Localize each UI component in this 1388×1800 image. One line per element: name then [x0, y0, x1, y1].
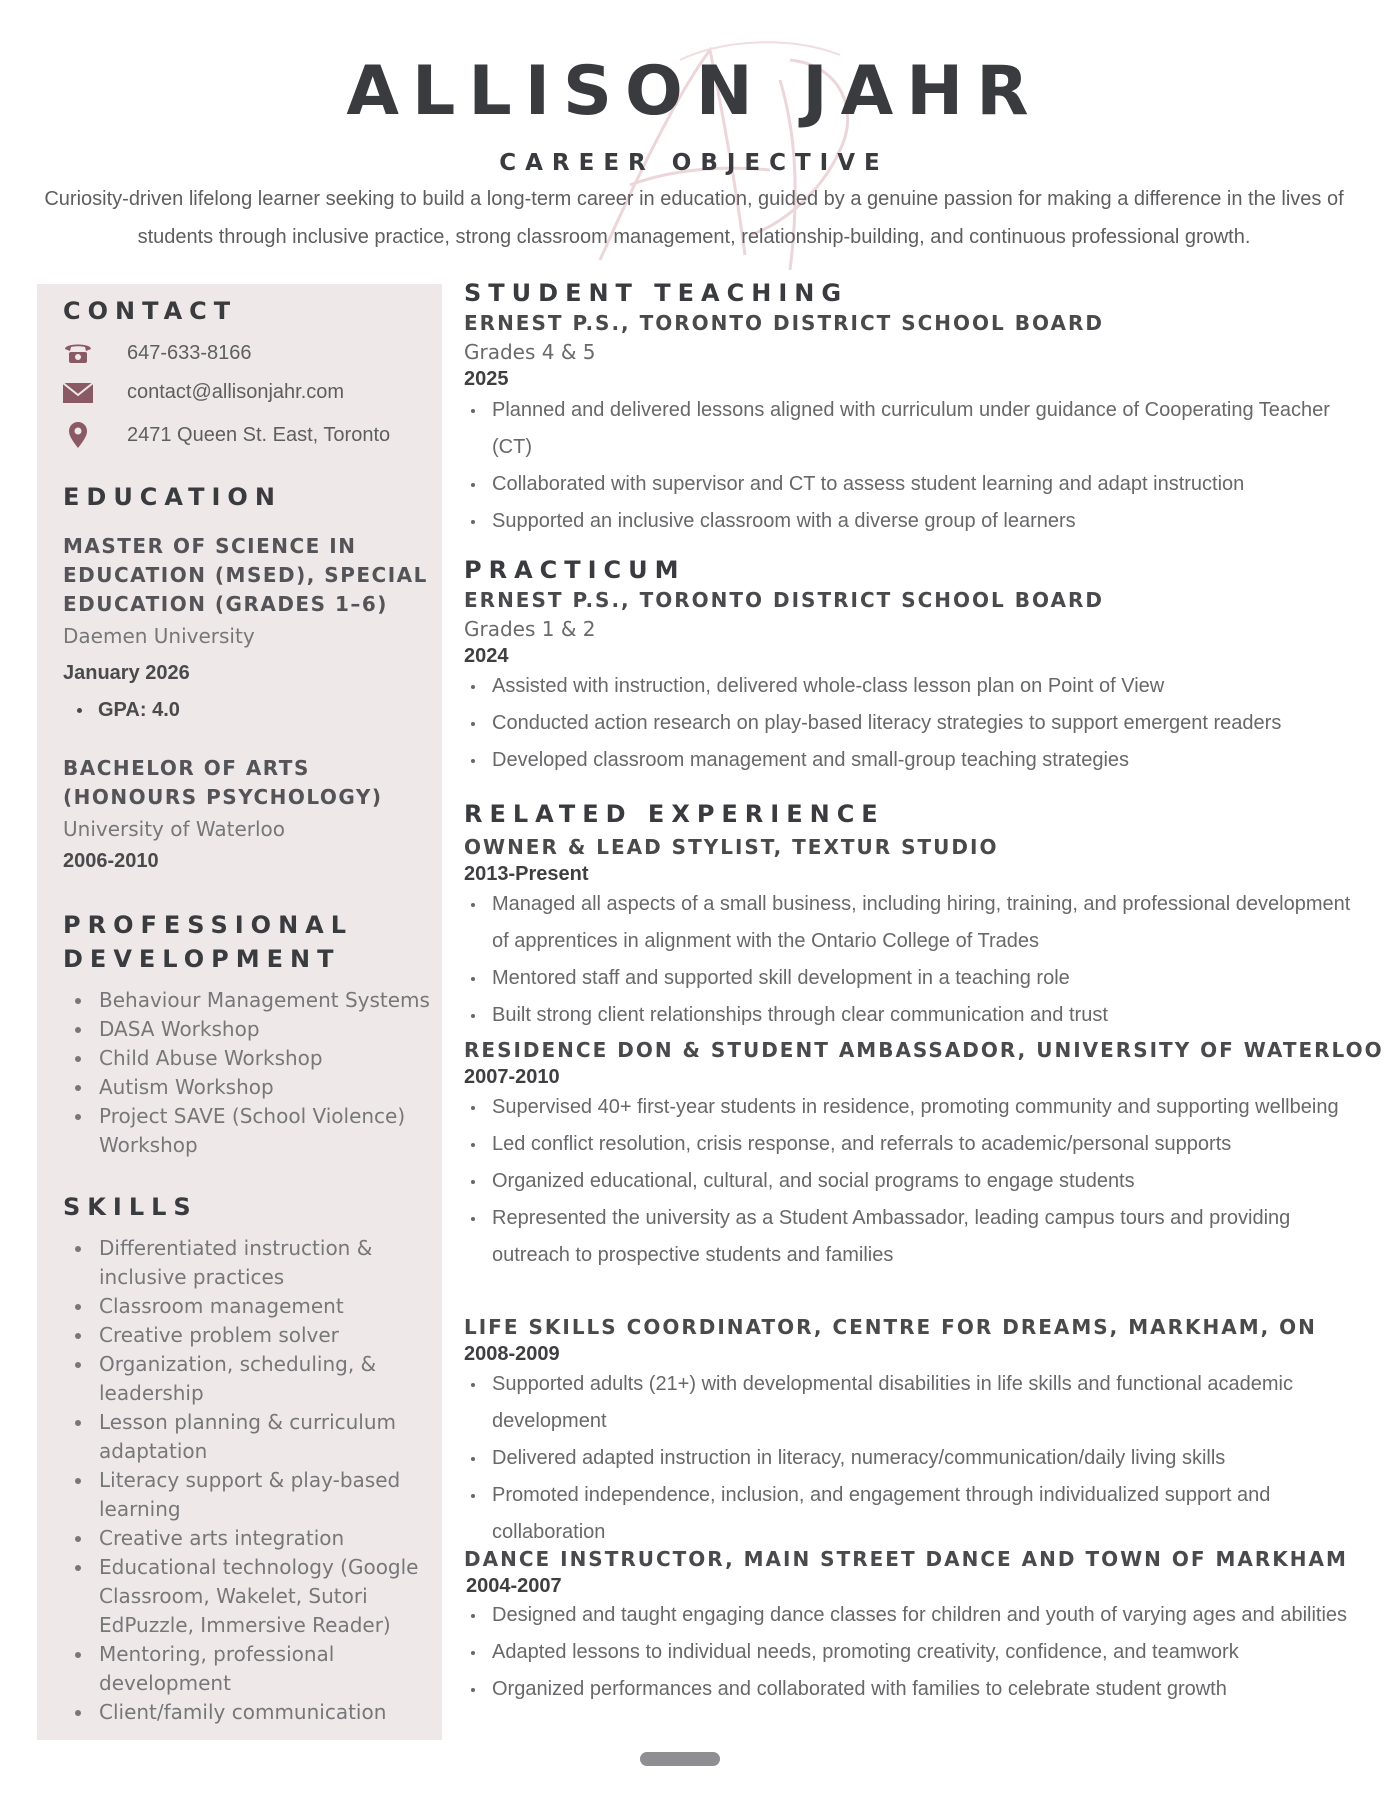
job-years-3: 2008-2009 — [464, 1343, 560, 1365]
scrollbar-handle[interactable] — [640, 1752, 720, 1766]
list-item: Supervised 40+ first-year students in residence, promoting community and supporting wellbeing — [464, 1089, 1364, 1126]
list-item: DASA Workshop — [63, 1015, 438, 1044]
list-item: Organization, scheduling, & leadership — [63, 1350, 438, 1408]
career-objective-heading: CAREER OBJECTIVE — [499, 150, 889, 176]
student-teaching-bullets — [464, 392, 1364, 540]
education-heading: EDUCATION — [63, 483, 282, 511]
student-teaching-grades: Grades 4 & 5 — [464, 340, 596, 364]
student-teaching-heading: STUDENT TEACHING — [464, 279, 849, 307]
list-item: Child Abuse Workshop — [63, 1044, 438, 1073]
professional-development-heading-line2: DEVELOPMENT — [63, 945, 341, 973]
education-gpa — [77, 699, 180, 722]
job-title-2: RESIDENCE DON & STUDENT AMBASSADOR, UNIVERSITY OF WATERLOO — [464, 1038, 1384, 1062]
contact-address: 2471 Queen St. East, Toronto — [127, 423, 391, 446]
list-item: Educational technology (Google Classroom, Wakelet, Sutori EdPuzzle, Immersive Reader) — [63, 1553, 438, 1640]
list-item: Designed and taught engaging dance classes for children and youth of varying ages and abilities — [464, 1597, 1364, 1634]
job-bullets-4 — [464, 1597, 1364, 1708]
contact-email: contact@allisonjahr.com — [127, 380, 345, 403]
list-item: Adapted lessons to individual needs, promoting creativity, confidence, and teamwork — [464, 1634, 1364, 1671]
sidebar — [37, 284, 442, 1740]
career-objective-text: Curiosity-driven lifelong learner seeking to build a long-term career in education, guided by a genuine passion for making a difference in the lives of students through inclusive practice, strong classroom management, relationship-building, and continuous professional growth. — [44, 188, 1344, 248]
practicum-bullets — [464, 668, 1364, 779]
job-title-1: OWNER & LEAD STYLIST, TEXTUR STUDIO — [464, 835, 999, 859]
list-item: Organized educational, cultural, and social programs to engage students — [464, 1163, 1364, 1200]
list-item: Literacy support & play-based learning — [63, 1466, 438, 1524]
list-item: Mentored staff and supported skill development in a teaching role — [464, 960, 1364, 997]
contact-email-row — [63, 377, 344, 407]
list-item: Creative problem solver — [63, 1321, 438, 1350]
education-date-2: 2006-2010 — [63, 850, 159, 872]
education-school-2: University of Waterloo — [63, 817, 286, 841]
job-title-4: DANCE INSTRUCTOR, MAIN STREET DANCE AND TOWN OF MARKHAM — [464, 1547, 1348, 1571]
list-item: Organized performances and collaborated with families to celebrate student growth — [464, 1671, 1364, 1708]
job-bullets-2 — [464, 1089, 1364, 1274]
contact-phone-row — [63, 338, 252, 368]
practicum-grades: Grades 1 & 2 — [464, 617, 596, 641]
list-item: Lesson planning & curriculum adaptation — [63, 1408, 438, 1466]
job-years-4: 2004-2007 — [466, 1575, 562, 1597]
job-bullets-3 — [464, 1366, 1364, 1551]
list-item: Planned and delivered lessons aligned with curriculum under guidance of Cooperating Teacher (CT) — [464, 392, 1364, 466]
list-item: Supported an inclusive classroom with a diverse group of learners — [464, 503, 1364, 540]
bullet-icon — [77, 708, 82, 713]
list-item: Project SAVE (School Violence) Workshop — [63, 1102, 438, 1160]
list-item: Managed all aspects of a small business, including hiring, training, and professional development of apprentices in alignment with the Ontario College of Trades — [464, 886, 1364, 960]
practicum-year: 2024 — [464, 645, 509, 667]
contact-heading: CONTACT — [63, 297, 238, 325]
list-item: Creative arts integration — [63, 1524, 438, 1553]
list-item: Behaviour Management Systems — [63, 986, 438, 1015]
education-date-1: January 2026 — [63, 662, 190, 684]
envelope-icon — [63, 378, 97, 406]
professional-development-heading-line1: PROFESSIONAL — [63, 911, 354, 939]
job-years-2: 2007-2010 — [464, 1066, 560, 1088]
education-gpa-text: GPA: 4.0 — [98, 699, 180, 721]
student-teaching-org: ERNEST P.S., TORONTO DISTRICT SCHOOL BOARD — [464, 311, 1104, 335]
education-school-1: Daemen University — [63, 624, 255, 648]
practicum-heading: PRACTICUM — [464, 556, 686, 584]
contact-address-row — [63, 420, 390, 450]
list-item: Client/family communication — [63, 1698, 438, 1727]
job-bullets-1 — [464, 886, 1364, 1034]
list-item: Mentoring, professional development — [63, 1640, 438, 1698]
list-item: Assisted with instruction, delivered whole-class lesson plan on Point of View — [464, 668, 1364, 705]
list-item: Delivered adapted instruction in literacy, numeracy/communication/daily living skills — [464, 1440, 1364, 1477]
list-item: Led conflict resolution, crisis response, and referrals to academic/personal supports — [464, 1126, 1364, 1163]
skills-list — [63, 1234, 438, 1727]
list-item: Supported adults (21+) with developmental disabilities in life skills and functional academic development — [464, 1366, 1364, 1440]
skills-heading: SKILLS — [63, 1193, 198, 1221]
job-years-1: 2013-Present — [464, 863, 589, 885]
student-teaching-year: 2025 — [464, 368, 509, 390]
professional-development-list — [63, 986, 438, 1160]
related-experience-heading: RELATED EXPERIENCE — [464, 800, 885, 828]
list-item: Promoted independence, inclusion, and engagement through individualized support and collaboration — [464, 1477, 1364, 1551]
education-degree-1: MASTER OF SCIENCE IN EDUCATION (MSED), SPECIAL EDUCATION (GRADES 1–6) — [63, 534, 428, 616]
resume-name: ALLISON JAHR — [346, 52, 1042, 131]
practicum-org: ERNEST P.S., TORONTO DISTRICT SCHOOL BOARD — [464, 588, 1104, 612]
list-item: Developed classroom management and small-group teaching strategies — [464, 742, 1364, 779]
list-item: Autism Workshop — [63, 1073, 438, 1102]
job-title-3: LIFE SKILLS COORDINATOR, CENTRE FOR DREAMS, MARKHAM, ON — [464, 1315, 1317, 1339]
list-item: Classroom management — [63, 1292, 438, 1321]
list-item: Represented the university as a Student Ambassador, leading campus tours and providing outreach to prospective students and families — [464, 1200, 1364, 1274]
list-item: Differentiated instruction & inclusive practices — [63, 1234, 438, 1292]
list-item: Collaborated with supervisor and CT to assess student learning and adapt instruction — [464, 466, 1364, 503]
map-pin-icon — [63, 421, 97, 449]
phone-icon — [63, 339, 97, 367]
list-item: Built strong client relationships through clear communication and trust — [464, 997, 1364, 1034]
contact-phone: 647-633-8166 — [127, 341, 252, 364]
education-degree-2: BACHELOR OF ARTS (HONOURS PSYCHOLOGY) — [63, 756, 383, 809]
list-item: Conducted action research on play-based literacy strategies to support emergent readers — [464, 705, 1364, 742]
